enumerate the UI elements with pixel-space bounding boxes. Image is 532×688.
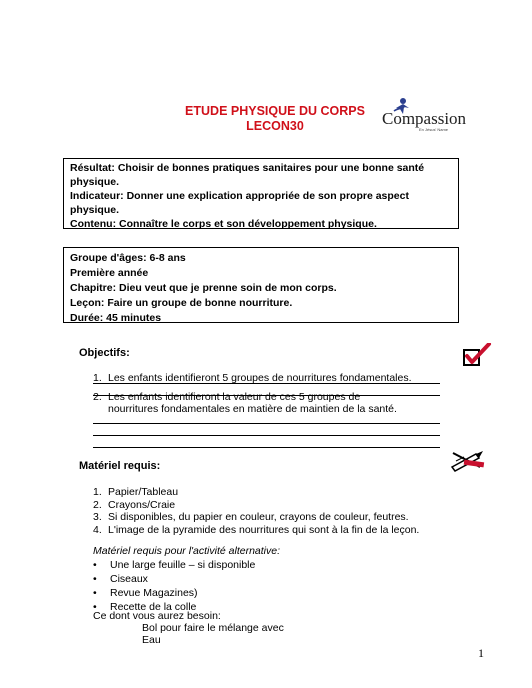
list-number: 2. — [93, 498, 102, 511]
page-number: 1 — [478, 646, 484, 660]
writing-line — [93, 447, 440, 448]
list-number: 1. — [93, 372, 102, 384]
alt-materials-heading: Matériel requis pour l'activité alternative: — [93, 545, 281, 557]
material-text: Crayons/Craie — [108, 498, 176, 511]
list-number: 1. — [93, 486, 102, 498]
writing-line — [93, 383, 440, 384]
lesson-goals-box — [63, 158, 459, 229]
list-item — [93, 486, 419, 499]
materials-list — [93, 486, 419, 536]
objective-text-2: Les enfants identifieront la valeur de ces 5 groupes de nourritures fondamentales en matière de maintien de la santé. — [108, 390, 397, 415]
compassion-logo — [381, 97, 475, 135]
material-text: L'image de la pyramide des nourritures qui sont à la fin de la leçon. — [108, 523, 420, 536]
material-text: Papier/Tableau — [108, 486, 179, 498]
chapter-text: Chapitre: Dieu veut que je prenne soin de mon corps. — [70, 282, 337, 294]
needs-text: Ce dont vous aurez besoin: — [93, 610, 221, 622]
duration-text: Durée: 45 minutes — [70, 312, 162, 324]
list-item: • Ciseaux — [93, 572, 255, 586]
objectives-heading: Objectifs: — [79, 347, 130, 359]
lesson-number: LECON30 — [246, 119, 304, 133]
indicateur-text: Indicateur: Donner une explication appropriée de son propre aspect physique. — [70, 190, 409, 216]
writing-line — [93, 423, 440, 424]
logo-wordmark: Compassion — [382, 109, 467, 128]
list-item — [93, 524, 419, 537]
logo-tagline: En Jésus' Name — [419, 127, 448, 132]
list-item — [93, 511, 419, 524]
list-item: • Recette de la colle — [93, 600, 255, 614]
materials-heading: Matériel requis: — [79, 460, 161, 472]
document-title: ETUDE PHYSIQUE DU CORPS — [185, 104, 365, 118]
writing-line — [93, 435, 440, 436]
lesson-info-box — [63, 247, 459, 323]
list-item: • Une large feuille – si disponible — [93, 558, 255, 572]
material-text: Si disponibles, du papier en couleur, crayons de couleur, feutres. — [108, 511, 409, 523]
age-group-text: Groupe d'âges: 6-8 ans — [70, 252, 186, 264]
lesson-text: Leçon: Faire un groupe de bonne nourriture. — [70, 297, 293, 309]
list-item: • Revue Magazines) — [93, 586, 255, 600]
writing-line — [93, 395, 440, 396]
water-text: Eau — [142, 634, 161, 646]
year-text: Première année — [70, 267, 149, 279]
list-item — [93, 499, 419, 512]
resultat-text: Résultat: Choisir de bonnes pratiques sanitaires pour une bonne santé physique. — [70, 162, 425, 188]
contenu-text: Contenu: Connaître le corps et son développement physique. — [70, 218, 377, 230]
checkbox-check-icon — [462, 343, 492, 369]
bowl-text: Bol pour faire le mélange avec — [142, 622, 284, 634]
list-number: 4. — [93, 523, 102, 536]
list-number: 3. — [93, 511, 102, 523]
alt-materials-list — [93, 558, 255, 614]
objective-text-1: Les enfants identifieront 5 groupes de nourritures fondamentales. — [108, 372, 412, 384]
objectives-list — [93, 372, 412, 416]
list-number: 2. — [93, 390, 102, 403]
pencil-tools-icon — [450, 449, 486, 473]
